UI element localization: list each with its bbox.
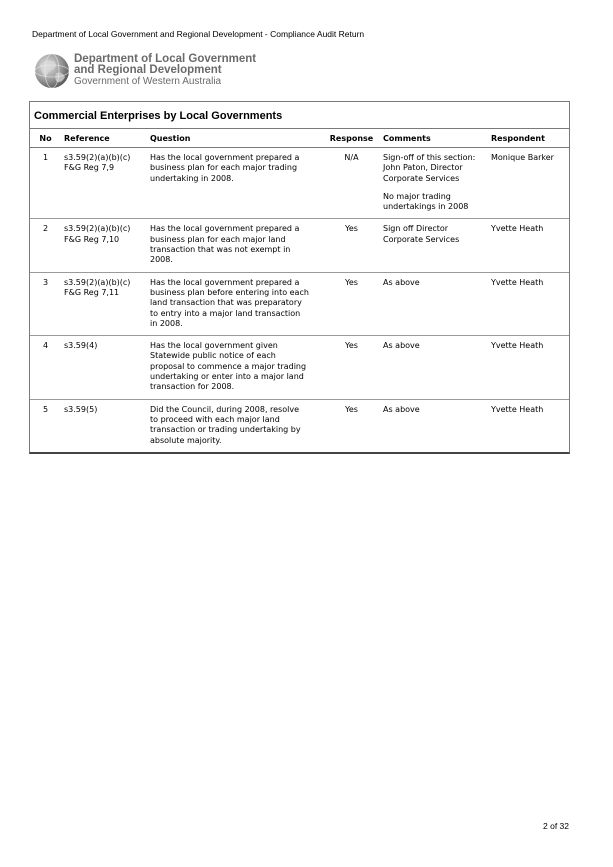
header-reference: Reference xyxy=(61,129,147,148)
audit-table xyxy=(30,129,569,452)
reference-line: s3.59(2)(a)(b)(c) xyxy=(64,224,131,234)
question-line: proposal to commence a major trading xyxy=(150,361,307,371)
question-line: transaction for 2008. xyxy=(150,382,235,392)
question-line: 2008. xyxy=(150,255,173,265)
table-row xyxy=(30,399,569,452)
row-respondent: Yvette Heath xyxy=(488,272,569,335)
department-logo xyxy=(32,51,272,91)
row-number: 2 xyxy=(30,219,61,272)
row-reference xyxy=(61,399,147,452)
row-number: 4 xyxy=(30,336,61,399)
row-question xyxy=(147,219,323,272)
reference-line: s3.59(4) xyxy=(64,341,98,351)
question-line: business plan for each major land xyxy=(150,234,286,244)
row-number: 5 xyxy=(42,404,49,414)
question-line: business plan for each major trading xyxy=(150,163,298,173)
row-response: N/A xyxy=(323,148,380,219)
header-no: No xyxy=(30,129,61,148)
page-header-title: Department of Local Government and Regional Development - Compliance Audit Return xyxy=(32,29,365,39)
table-row xyxy=(30,336,569,399)
question-line: Has the local government prepared a xyxy=(150,277,300,287)
reference-line: F&G Reg 7,11 xyxy=(64,287,120,297)
question-line: transaction that was not exempt in xyxy=(150,245,291,255)
logo-line-2: and Regional Development xyxy=(74,64,222,76)
question-line: undertaking or enter into a major land xyxy=(150,372,304,382)
comment-line: Corporate Services xyxy=(383,234,460,244)
reference-line: s3.59(2)(a)(b)(c) xyxy=(64,153,131,162)
table-header-row xyxy=(30,129,569,148)
row-comments xyxy=(380,148,488,219)
row-number: 1 xyxy=(30,148,61,219)
question-line: Has the local government prepared a xyxy=(150,153,300,162)
row-question xyxy=(147,336,323,399)
row-reference xyxy=(61,336,147,399)
question-line: to entry into a major land transaction xyxy=(150,308,301,318)
logo-line-1: Department of Local Government xyxy=(74,53,257,65)
row-question xyxy=(147,272,323,335)
section-title: Commercial Enterprises by Local Governments xyxy=(30,102,569,129)
question-line: to proceed with each major land xyxy=(150,414,280,424)
table-row xyxy=(30,272,569,335)
comment-line: No major trading xyxy=(383,191,451,201)
question-line: land transaction that was preparatory xyxy=(150,298,302,308)
question-line: Did the Council, during 2008, resolve xyxy=(150,404,299,414)
header-respondent: Respondent xyxy=(488,129,569,148)
question-line: Has the local government given xyxy=(150,341,278,351)
header-question: Question xyxy=(147,129,323,148)
question-line: in 2008. xyxy=(150,318,183,328)
comment-line: As above xyxy=(383,277,420,287)
row-response: Yes xyxy=(323,272,380,335)
table-row xyxy=(30,219,569,272)
comment-line: Sign-off of this section: xyxy=(383,153,476,162)
row-respondent: Yvette Heath xyxy=(491,404,544,414)
row-reference xyxy=(61,219,147,272)
globe-icon xyxy=(32,51,72,91)
reference-line: F&G Reg 7,9 xyxy=(64,163,115,173)
comment-line: John Paton, Director xyxy=(383,163,463,173)
table-row xyxy=(30,148,569,219)
page-number: 2 of 32 xyxy=(543,821,569,831)
comment-line: undertakings in 2008 xyxy=(383,202,469,212)
row-comments xyxy=(380,336,488,399)
row-comments xyxy=(380,272,488,335)
comment-line: As above xyxy=(383,341,420,351)
row-reference xyxy=(61,272,147,335)
question-line: transaction or trading undertaking by xyxy=(150,425,301,435)
question-line: business plan before entering into each xyxy=(150,287,309,297)
comment-line: As above xyxy=(383,404,420,414)
reference-line: s3.59(2)(a)(b)(c) xyxy=(64,277,131,287)
question-line: Statewide public notice of each xyxy=(150,351,276,361)
question-line: absolute majority. xyxy=(150,435,222,445)
row-question xyxy=(147,399,323,452)
reference-line: s3.59(5) xyxy=(64,404,98,414)
comment-line: Corporate Services xyxy=(383,173,460,183)
logo-line-3: Government of Western Australia xyxy=(74,76,222,87)
row-response: Yes xyxy=(345,404,358,414)
row-comments xyxy=(380,399,488,452)
comment-line: Sign off Director xyxy=(383,224,449,234)
row-response: Yes xyxy=(323,219,380,272)
question-line: undertaking in 2008. xyxy=(150,173,234,183)
reference-line: F&G Reg 7,10 xyxy=(64,234,120,244)
audit-section xyxy=(29,101,570,454)
row-question xyxy=(147,148,323,219)
row-respondent: Yvette Heath xyxy=(488,219,569,272)
row-respondent: Yvette Heath xyxy=(488,336,569,399)
comment-spacer xyxy=(383,184,485,192)
row-respondent: Monique Barker xyxy=(488,148,569,219)
question-line: Has the local government prepared a xyxy=(150,224,300,234)
row-response: Yes xyxy=(323,336,380,399)
header-comments: Comments xyxy=(380,129,488,148)
row-reference xyxy=(61,148,147,219)
row-number: 3 xyxy=(30,272,61,335)
header-response: Response xyxy=(323,129,380,148)
row-comments xyxy=(380,219,488,272)
